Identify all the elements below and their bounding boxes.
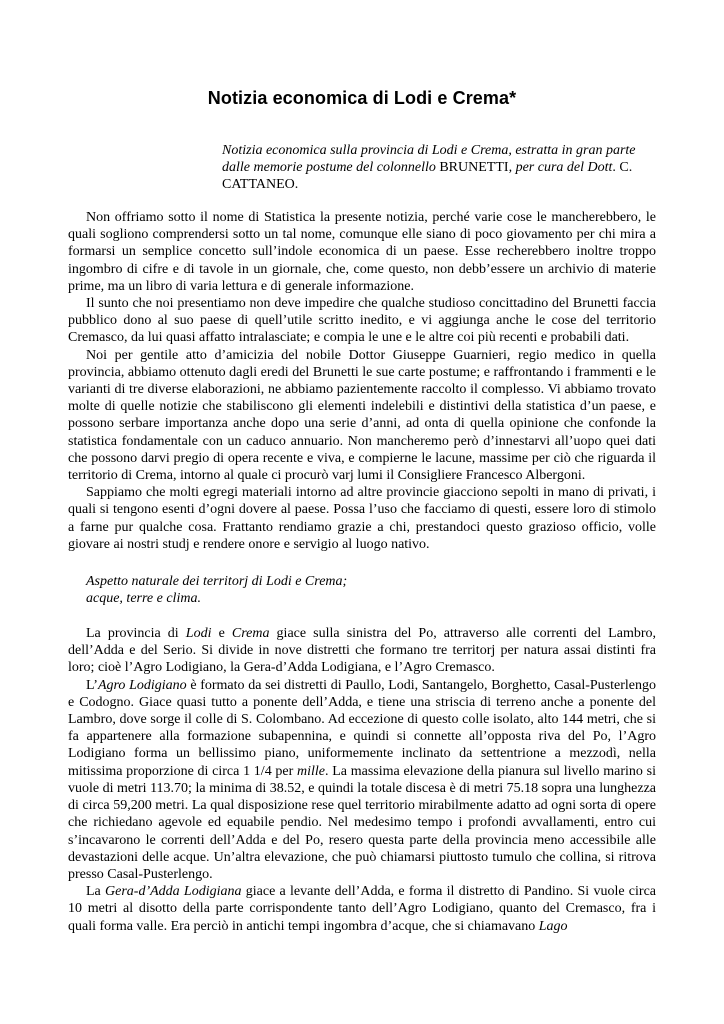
text-run-italic: Crema xyxy=(231,626,270,642)
section-heading-line: Aspetto naturale dei territorj di Lodi e Crema; xyxy=(86,574,348,590)
paragraph xyxy=(68,883,656,935)
text-run-italic: Lodi xyxy=(185,626,212,642)
text-run-italic: Agro Lodigiano xyxy=(97,677,187,693)
paragraph: Noi per gentile atto d’amicizia del nobile Dottor Giuseppe Guarnieri, regio medico in quella provincia, abbiamo ottenuto dagli eredi del Brunetti le sue carte postume; e raffrontando i frammenti e le varianti di tre diverse elaborazioni, ne abbiamo pazientemente raccolto il complesso. Vi abbiamo trovato molte di quelle notizie che stabiliscono gli elementi indelebili e distintivi della statistica d’un paese, e possono serbare importanza anche dopo una serie d’anni, ad onta di quella opinione che confonde la statistica fondamentale con un caduco annuario. Non mancheremo però d’innestarvi all’uopo quei dati che possono darvi pregio di opera recente e viva, e compierne le lacune, massime per ciò che riguarda il territorio di Crema, intorno al quale ci procurò varj lumi il Consigliere Francesco Albergoni. xyxy=(68,347,656,484)
text-run: La xyxy=(86,884,106,900)
section-heading-line: acque, terre e clima. xyxy=(86,591,201,607)
paragraph xyxy=(68,677,656,883)
abstract-text-2: , per cura del Dott xyxy=(508,160,613,175)
text-run-italic: mille xyxy=(297,763,326,779)
text-run: L’ xyxy=(86,677,98,693)
section-heading xyxy=(86,573,656,607)
abstract xyxy=(222,142,658,193)
abstract-text-1: Notizia economica sulla provincia di Lodi e Crema, estratta in gran parte dalle memorie postume del colonnello xyxy=(222,143,636,175)
paragraph: Sappiamo che molti egregi materiali intorno ad altre provincie giacciono sepolti in mano di privati, i quali si tengono esenti d’ogni dovere al paese. Possa l’uso che facciamo di questi, essere loro di stimolo a farne pur qualche cosa. Frattanto rendiamo grazie a chi, prestandoci questo grazioso officio, volle giovare ai nostri studj e rendere onore e servigio al luogo nativo. xyxy=(68,485,656,552)
paragraph: Il sunto che noi presentiamo non deve impedire che qualche studioso concittadino del Brunetti faccia pubblico dono al suo paese di quell’utile scritto inedito, e vi aggiunga anche le cose del territorio Cremasco, da lui quasi affatto intralasciate; e compia le une e le altre coi più recenti e probabili dati. xyxy=(68,296,656,346)
text-run-italic: Lago xyxy=(538,918,568,934)
text-run: La provincia di xyxy=(86,626,186,642)
abstract-editor: . C. CATTANEO. xyxy=(222,160,633,192)
text-run: è formato da sei distretti di Paullo, Lodi, Santangelo, Borghetto, Casal-Pusterlengo e Codogno. Giace quasi tutto a ponente dell’Adda, e tiene una striscia di terreno anche a ponente del Lambro, dove sorge il colle di S. Colombano. Ad eccezione di questo colle isolato, alto 144 metri, che si fa appartenere alla formazione subapennina, e quindi si connette all’opposta riva del Po, l’Agro Lodigiano forma un bellissimo piano, uniformemente inclinato da settentrione a mezzodì, nella mitissima proporzione di circa 1 1/4 per xyxy=(68,677,656,779)
paragraph: Non offriamo sotto il nome di Statistica la presente notizia, perché varie cose le mancherebbero, le quali sogliono comprendersi sotto un tal nome, comunque elle siano di poco giovamento per chi mira a formarsi un semplice concetto sull’indole economica di un paese. Esse recherebbero inoltre troppo ingombro di cifre e di tavole in un giornale, che, come questo, non debb’essere un archivio di materie prime, ma un libro di varia lettura e di generale informazione. xyxy=(68,210,656,294)
text-run: . La massima elevazione della pianura sul livello marino si vuole di metri 113.70; la minima di 38.52, e quindi la totale discesa è di metri 75.18 sopra una lunghezza di circa 59,200 metri. La qual disposizione rese quel territorio mirabilmente adatto ad ogni sorta di opere che richiedano agevole ed equabile pendio. Nel medesimo tempo i profondi avvallamenti, entro cui s’incavarono le correnti dell’Adda e del Po, resero questa parte della provincia meno accessibile alle devastazioni delle acque. Un’altra elevazione, che può chiamarsi piuttosto tumulo che collina, si ritrova presso Casal-Pusterlengo. xyxy=(68,763,656,882)
text-run: e xyxy=(211,626,232,642)
paragraph xyxy=(68,625,656,677)
abstract-author: BRUNETTI xyxy=(439,160,509,175)
document-body xyxy=(68,209,656,935)
text-run-italic: Gera-d’Adda Lodigiana xyxy=(105,884,242,900)
document-title: Notizia economica di Lodi e Crema* xyxy=(207,88,517,108)
text-run: giace sulla sinistra del Po, attraverso alle correnti del Lambro, dell’Adda e del Serio. Si divide in nove distretti che formano tre territorj per natura assai distinti fra loro; cioè l’Agro Lodigiano, la Gera-d’Adda Lodigiana, e l’Agro Cremasco. xyxy=(68,626,657,676)
text-run: giace a levante dell’Adda, e forma il distretto di Pandino. Si vuole circa 10 metri al disotto della parte corrispondente tanto dell’Agro Lodigiano, quanto del Cremasco, fra i quali forma valle. Era perciò in antichi tempi ingombra d’acque, che si chiamavano xyxy=(68,884,657,934)
